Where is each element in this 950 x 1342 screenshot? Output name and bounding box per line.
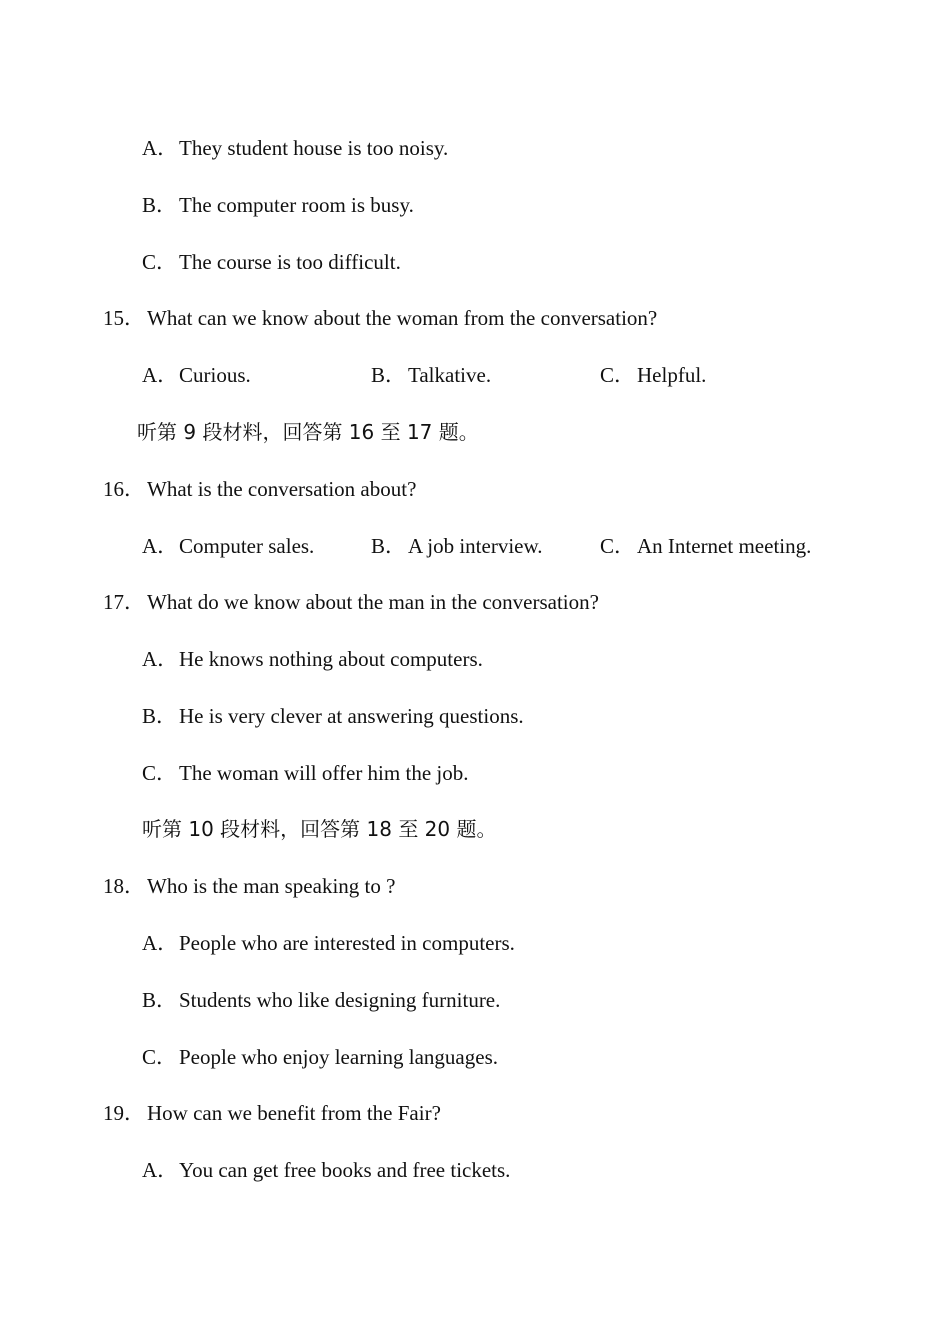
q19-option-a xyxy=(142,1158,510,1182)
option-text: An Internet meeting. xyxy=(637,534,812,558)
q18-option-b xyxy=(142,988,500,1012)
option-letter: A． xyxy=(142,534,179,558)
question-number: 16． xyxy=(103,477,145,501)
question-15 xyxy=(103,306,657,330)
option-letter: C． xyxy=(142,761,178,785)
q17-option-c xyxy=(142,761,468,785)
question-18 xyxy=(103,874,395,898)
option-text: A job interview. xyxy=(408,534,543,558)
q16-option-c xyxy=(600,534,811,558)
option-text: Computer sales. xyxy=(179,534,315,558)
section-9-instruction: 听第 9 段材料，回答第 16 至 17 题。 xyxy=(137,420,479,444)
option-letter: B． xyxy=(142,704,178,728)
option-letter: A． xyxy=(142,647,179,671)
option-text: Talkative. xyxy=(408,363,492,387)
option-text: The computer room is busy. xyxy=(179,193,414,217)
option-letter: B． xyxy=(142,193,178,217)
question-17 xyxy=(103,590,599,614)
option-text: Students who like designing furniture. xyxy=(179,988,501,1012)
q16-option-a xyxy=(142,534,314,558)
option-letter: A． xyxy=(142,1158,179,1182)
q14-option-a xyxy=(142,136,448,160)
option-letter: A． xyxy=(142,363,179,387)
q15-option-c xyxy=(600,363,706,387)
question-text: What is the conversation about? xyxy=(147,477,417,501)
q15-option-a xyxy=(142,363,251,387)
option-letter: B． xyxy=(371,534,407,558)
option-text: People who enjoy learning languages. xyxy=(179,1045,498,1069)
question-number: 15． xyxy=(103,306,145,330)
q17-option-b xyxy=(142,704,524,728)
q18-option-c xyxy=(142,1045,498,1069)
option-letter: C． xyxy=(142,1045,178,1069)
option-text: The course is too difficult. xyxy=(179,250,401,274)
option-letter: B． xyxy=(371,363,407,387)
option-letter: A． xyxy=(142,931,179,955)
option-text: Curious. xyxy=(179,363,251,387)
question-text: Who is the man speaking to ? xyxy=(147,874,396,898)
option-text: Helpful. xyxy=(637,363,707,387)
q14-option-b xyxy=(142,193,414,217)
q17-option-a xyxy=(142,647,483,671)
option-letter: C． xyxy=(142,250,178,274)
question-number: 17． xyxy=(103,590,145,614)
option-text: He knows nothing about computers. xyxy=(179,647,483,671)
q14-option-c xyxy=(142,250,401,274)
section-10-instruction: 听第 10 段材料，回答第 18 至 20 题。 xyxy=(142,817,497,841)
question-19 xyxy=(103,1101,441,1125)
option-letter: C． xyxy=(600,534,636,558)
option-letter: B． xyxy=(142,988,178,1012)
question-text: What do we know about the man in the conversation? xyxy=(147,590,599,614)
q15-option-b xyxy=(371,363,491,387)
option-text: They student house is too noisy. xyxy=(179,136,449,160)
question-16 xyxy=(103,477,416,501)
option-letter: C． xyxy=(600,363,636,387)
question-text: How can we benefit from the Fair? xyxy=(147,1101,441,1125)
option-text: You can get free books and free tickets. xyxy=(179,1158,511,1182)
option-letter: A． xyxy=(142,136,179,160)
option-text: People who are interested in computers. xyxy=(179,931,515,955)
q18-option-a xyxy=(142,931,515,955)
question-text: What can we know about the woman from the conversation? xyxy=(147,306,658,330)
question-number: 18． xyxy=(103,874,145,898)
question-number: 19． xyxy=(103,1101,145,1125)
option-text: He is very clever at answering questions. xyxy=(179,704,524,728)
q16-option-b xyxy=(371,534,543,558)
option-text: The woman will offer him the job. xyxy=(179,761,469,785)
